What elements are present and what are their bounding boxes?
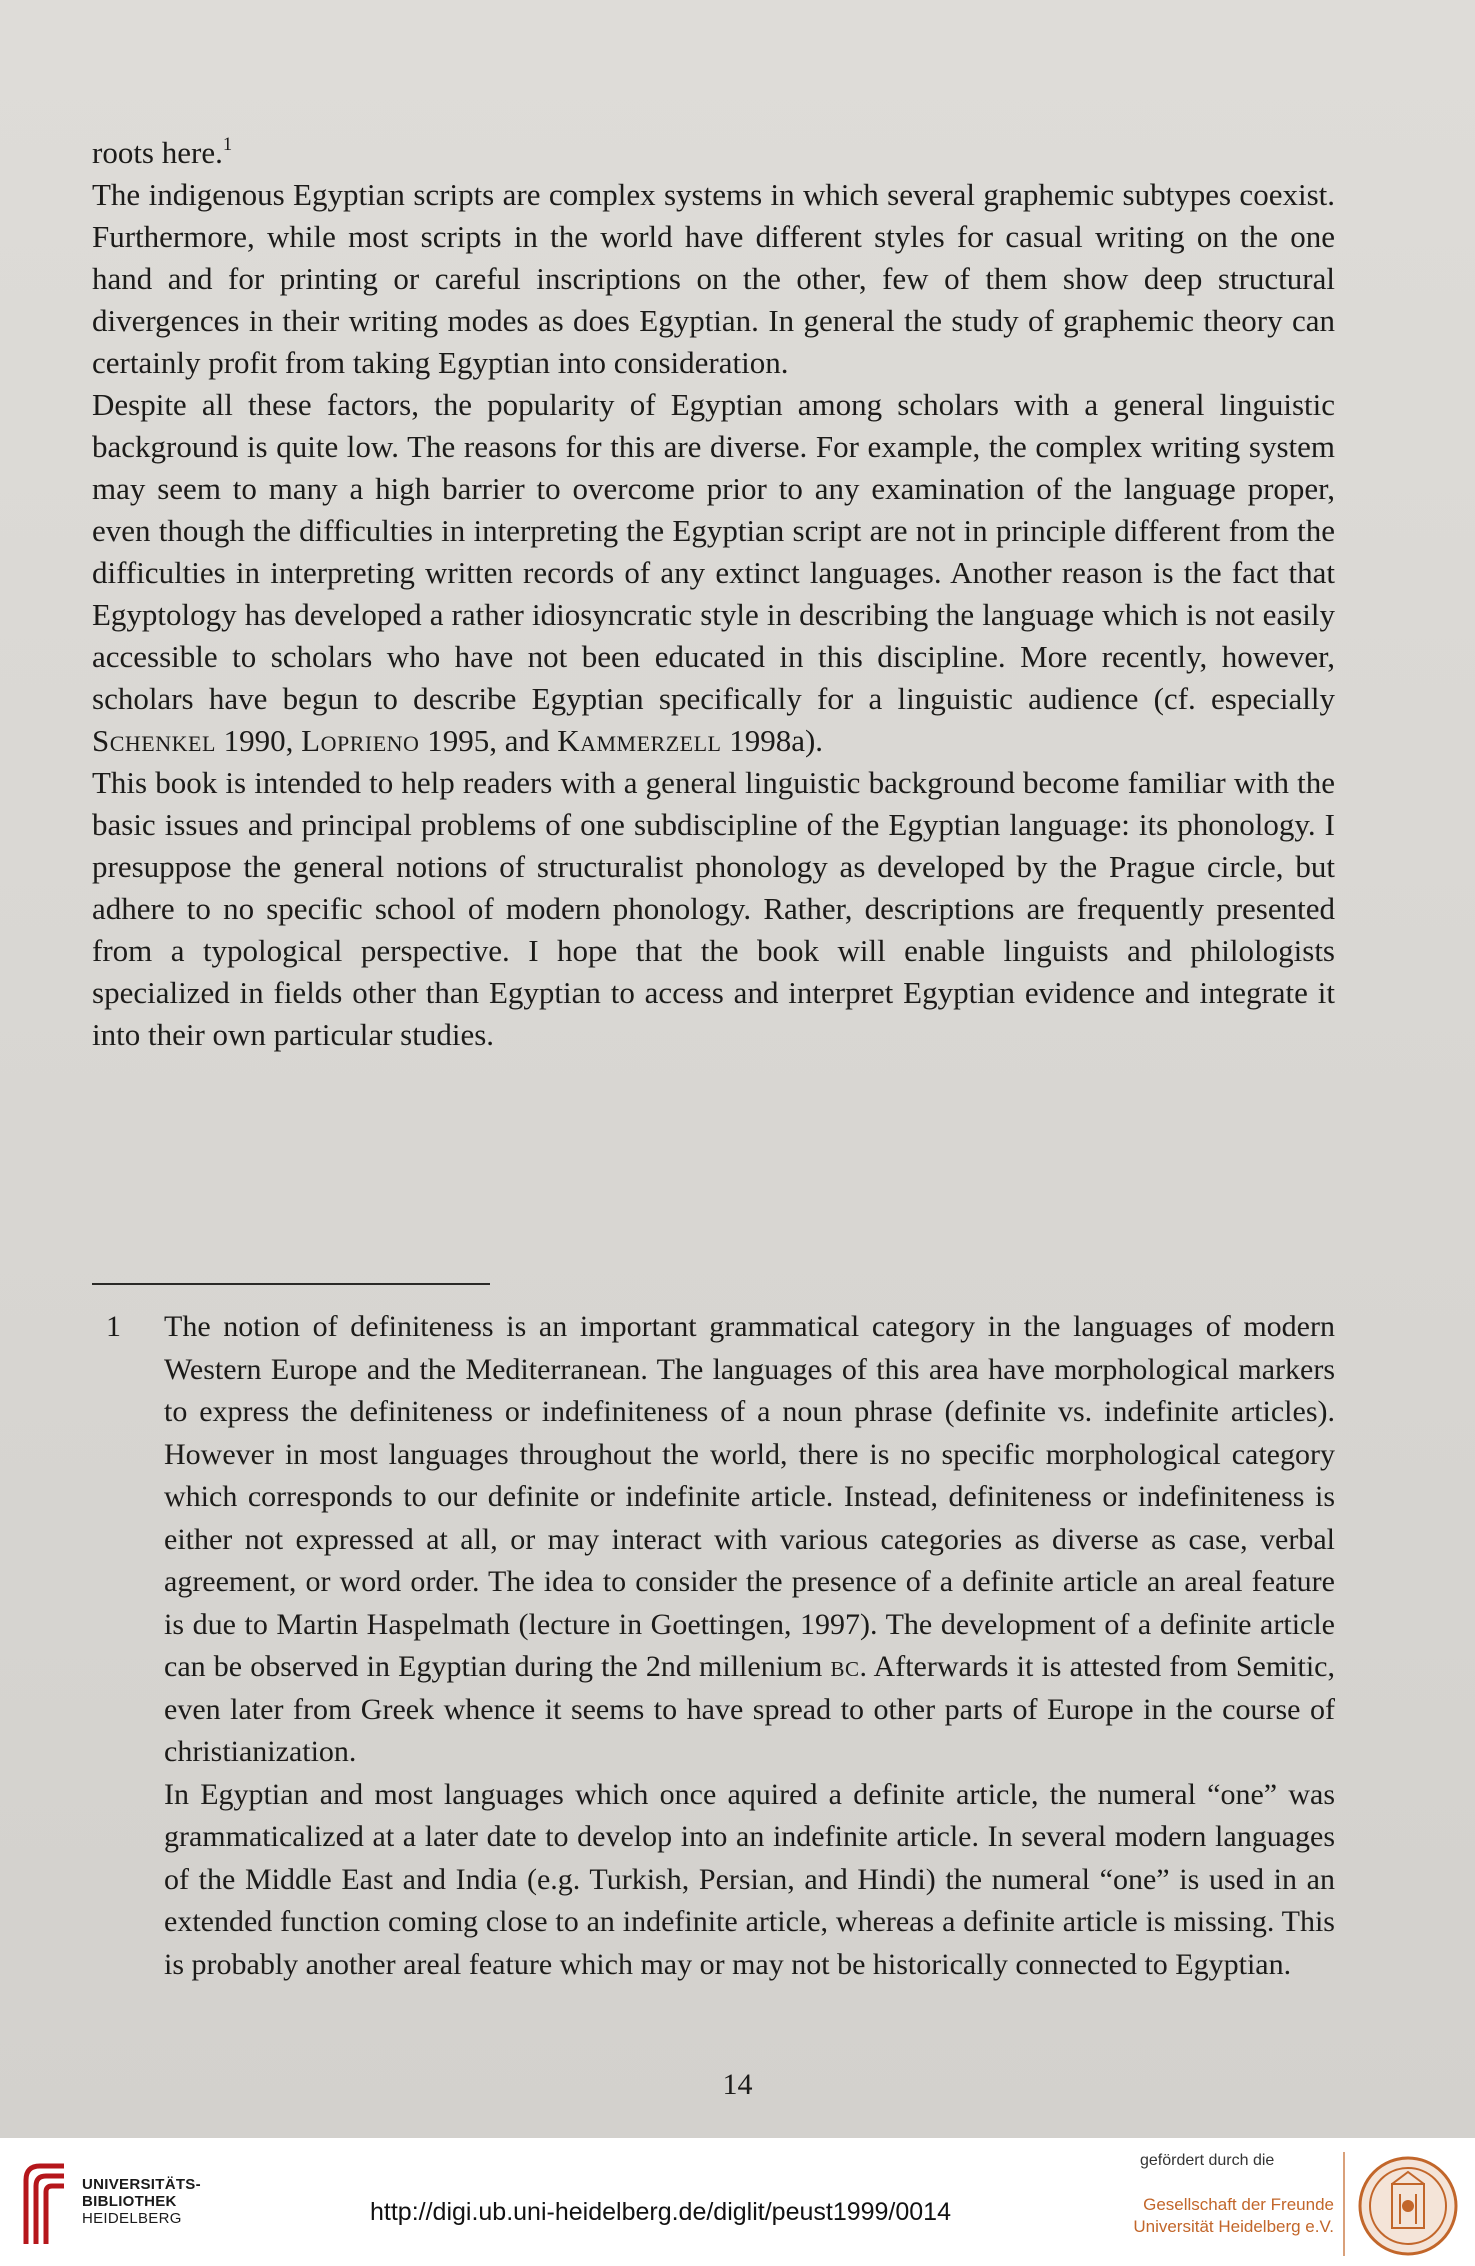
era-abbreviation: bc <box>830 1650 860 1683</box>
footnote-number: 1 <box>106 1310 121 1343</box>
citation-author: Schenkel <box>92 723 216 758</box>
ub-heidelberg-logo-icon[interactable] <box>14 2160 74 2246</box>
footnote-reference[interactable]: 1 <box>222 133 233 155</box>
paragraph-text: roots here. <box>92 135 223 170</box>
paragraph-text: Despite all these factors, the popularity of Egyptian among scholars with a general linguistic background is quite low. The reasons for this are diverse. For example, the complex writing system may seem to many a high barrier to overcome prior to any examination of the language proper, even though the difficulties in interpreting the Egyptian script are not in principle different from the difficulties in interpreting written records of any extinct languages. Another reason is the fact that Egyptology has developed a rather idiosyncratic style in describing the language which is not easily accessible to scholars who have not been educated in this discipline. More recently, however, scholars have begun to describe Egyptian specifically for a linguistic audience (cf. especially <box>92 387 1335 716</box>
sponsor-label: gefördert durch die <box>1140 2152 1275 2169</box>
sponsor-line: Universität Heidelberg e.V. <box>1133 2217 1334 2236</box>
main-text <box>92 132 1335 1056</box>
citation-year: 1990, <box>215 723 302 758</box>
sponsor-divider <box>1343 2152 1345 2256</box>
sponsor-name[interactable] <box>1122 2194 1334 2238</box>
library-name-line: BIBLIOTHEK <box>82 2193 177 2210</box>
footnote-paragraph: In Egyptian and most languages which once aquired a definite article, the numeral “one” was grammaticalized at a later date to develop into an indefinite article. In several modern languages of the Middle East and India (e.g. Turkish, Persian, and Hindi) the numeral “one” is used in an extended function coming close to an indefinite article, whereas a definite article is missing. This is probably another areal feature which may or may not be historically connected to Egyptian. <box>164 1777 1335 1981</box>
footnote <box>92 1306 1335 1986</box>
paragraph <box>92 384 1335 762</box>
footnotes <box>92 1306 1335 1986</box>
footnote-text: The notion of definiteness is an important grammatical category in the languages of modern Western Europe and the Mediterranean. The languages of this area have morphological markers to express the definiteness or indefiniteness of a noun phrase (definite vs. indefinite articles). However in most languages throughout the world, there is no specific morphological category which corresponds to our definite or indefinite article. Instead, definiteness or indefiniteness is either not expressed at all, or may interact with various categories as diverse as case, verbal agreement, or word order. The idea to consider the presence of a definite article an areal feature is due to Martin Haspelmath (lecture in Goettingen, 1997). The development of a definite article can be observed in Egyptian during the 2nd millenium <box>164 1310 1335 1683</box>
digitization-footer <box>0 2138 1475 2266</box>
library-name-line: HEIDELBERG <box>82 2210 182 2227</box>
footnote-divider <box>92 1283 490 1285</box>
citation-year: 1995, and <box>419 723 558 758</box>
paragraph <box>92 132 1335 174</box>
footnote-paragraph <box>164 1306 1335 1774</box>
sponsor-line: Gesellschaft der Freunde <box>1143 2195 1334 2214</box>
library-name-line: UNIVERSITÄTS- <box>82 2176 201 2193</box>
paragraph: The indigenous Egyptian scripts are complex systems in which several graphemic subtypes coexist. Furthermore, while most scripts in the world have different styles for casual writing on the one hand and for printing or careful inscriptions on the other, few of them show deep structural divergences in their writing modes as does Egyptian. In general the study of graphemic theory can certainly profit from taking Egyptian into consideration. <box>92 177 1335 380</box>
university-seal-icon <box>1352 2154 1464 2258</box>
citation-author: Kammerzell <box>557 723 722 758</box>
citation-year: 1998a). <box>721 723 824 758</box>
citation-author: Loprieno <box>301 723 420 758</box>
permalink-url[interactable]: http://digi.ub.uni-heidelberg.de/diglit/peust1999/0014 <box>370 2198 951 2226</box>
footnote-text: . Afterwards it is attested from Semitic, even later from Greek whence it seems to have spread to other parts of Europe in the course of christianization. <box>164 1650 1335 1768</box>
paragraph: This book is intended to help readers with a general linguistic background become familiar with the basic issues and principal problems of one subdiscipline of the Egyptian language: its phonology. I presuppose the general notions of structuralist phonology as developed by the Prague circle, but adhere to no specific school of modern phonology. Rather, descriptions are frequently presented from a typological perspective. I hope that the book will enable linguists and philologists specialized in fields other than Egyptian to access and interpret Egyptian evidence and integrate it into their own particular studies. <box>92 765 1335 1052</box>
library-name <box>82 2176 201 2227</box>
page-number: 14 <box>722 2068 753 2101</box>
